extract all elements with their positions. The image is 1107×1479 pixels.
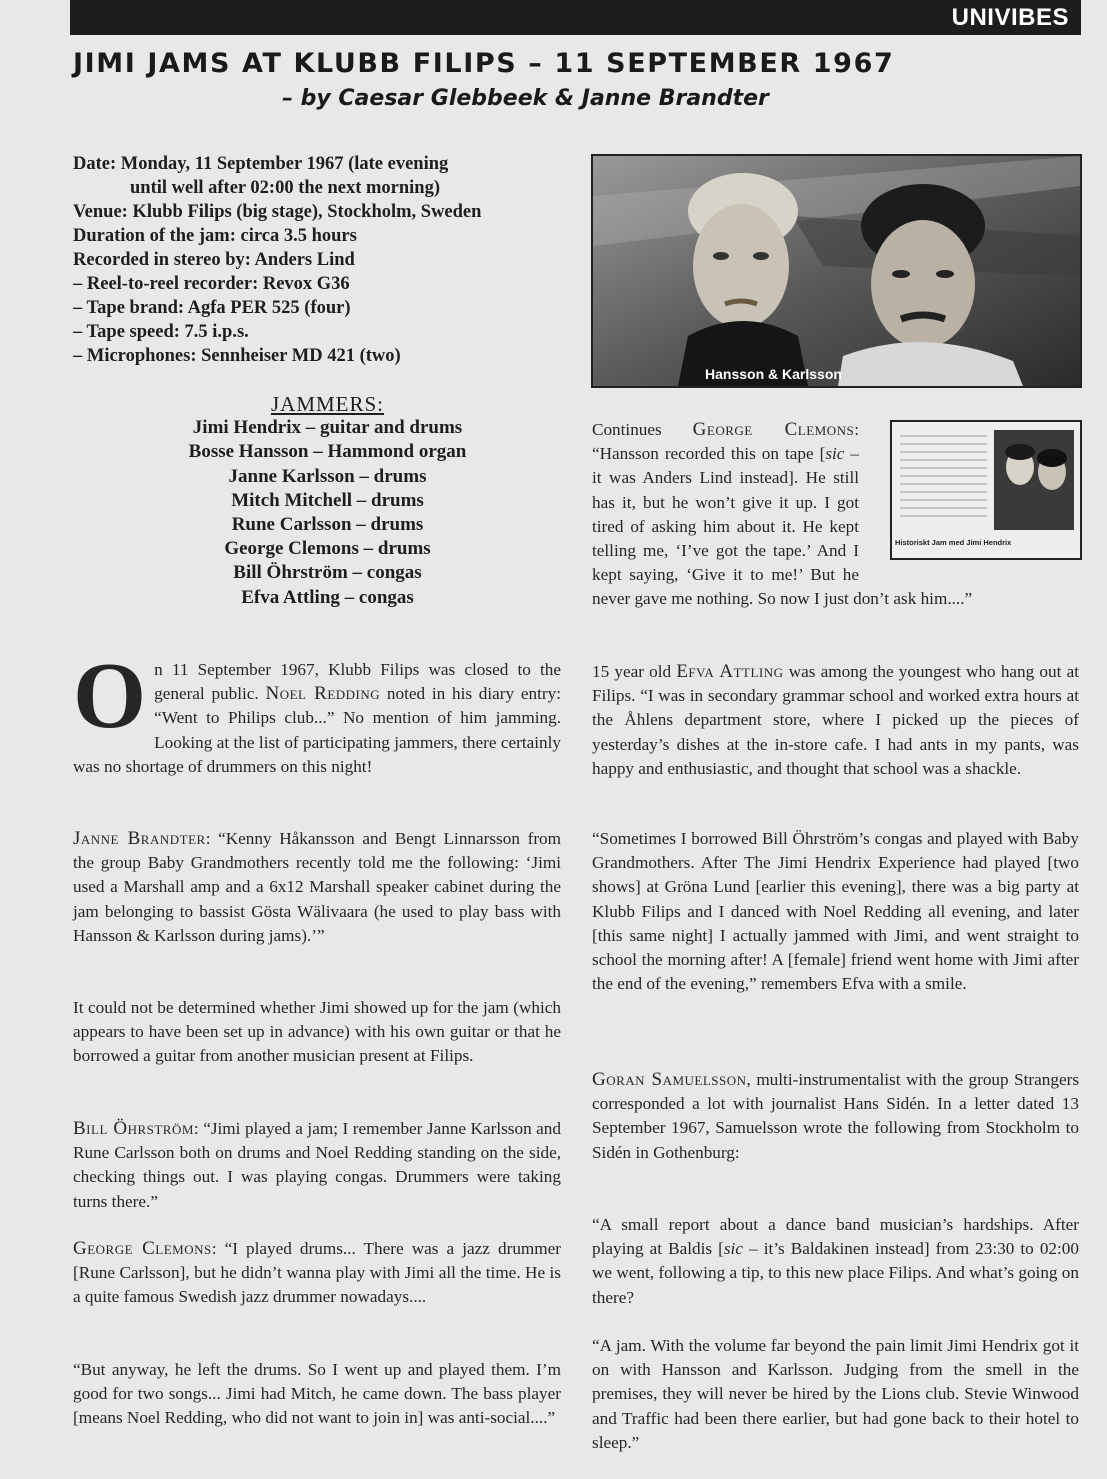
fact-line: – Tape brand: Agfa PER 525 (four) [73, 298, 351, 318]
name-janne-brandter: Janne Brandter [73, 828, 206, 849]
fact-line: – Tape speed: 7.5 i.p.s. [73, 322, 249, 342]
fact-line: until well after 02:00 the next morning) [130, 178, 441, 198]
paragraph-continues: Continues George Clemons: “Hansson recorded this on tape [sic – it was Anders Lind instead]. He still has it, but he won’t give it up. I got tired of asking him about it. He kept telling me, ‘I’ve got the tape.’ And I kept saying, ‘Give it to me!’ But he never gave me nothing. So now I just don’t ask him....” [592, 418, 1079, 612]
jammers-heading: JAMMERS: [270, 392, 385, 416]
header-bar [70, 0, 1081, 35]
article-title: JIMI JAMS AT KLUBB FILIPS – 11 SEPTEMBER 1967 [73, 48, 895, 79]
hansson-karlsson-photo [591, 154, 1082, 388]
jammers-list [110, 392, 545, 610]
name-george-clemons: George Clemons [73, 1238, 212, 1259]
fact-line: Venue: Klubb Filips (big stage), Stockholm, Sweden [73, 202, 482, 222]
paragraph-bill-ohrstrom: Bill Öhrström: “Jimi played a jam; I remember Janne Karlsson and Rune Carlsson both on drums and Noel Redding standing on the side, checking things out. I was playing congas. Drummers were taking turns there.” [73, 1118, 561, 1211]
paragraph-janne-brandter: Janne Brandter: “Kenny Håkansson and Bengt Linnarsson from the group Baby Grandmothers recently told me the following: ‘Jimi used a Marshall amp and a 6x12 Marshall speaker cabinet during the jam belonging to bassist Gösta Wälivaara (he used to play bass with Hansson & Karlsson during jams).’” [73, 828, 561, 945]
paragraph-a-jam: “A jam. With the volume far beyond the pain limit Jimi Hendrix got it on with Hansson and Karlsson. Judging from the smell in the premises, they will never be hired by the Lions club. Stevie Winwood and Traffic had been there earlier, but had gone back to their hotel to sleep.” [592, 1336, 1079, 1452]
photo-illustration [593, 156, 1080, 386]
clipping-float-spacer [859, 418, 1079, 576]
paragraph-intro: On 11 September 1967, Klubb Filips was closed to the general public. Noel Redding noted in his diary entry: “Went to Philips club...” No mention of him jamming. Looking at the list of participating jammers, there certainly was no shortage of drummers on this night! [73, 644, 561, 776]
clipping-caption: Historiskt Jam med Jimi Hendrix [895, 538, 1012, 547]
paragraph-small-report: “A small report about a dance band musician’s hardships. After playing at Baldis [sic – it’s Baldakinen instead] from 23:30 to 02:00 we went, following a tip, to this new place Filips. And what’s going on there? [592, 1215, 1079, 1307]
magazine-brand: UNIVIBES [951, 4, 1069, 31]
paragraph-efva-attling: 15 year old Efva Attling was among the youngest who hang out at Filips. “I was in secondary grammar school and worked extra hours at the Åhlens department store, where I picked up the pieces of yesterday’s dishes at the in-store cafe. I had ants in my pants, was happy and enthusiastic, and thought that school was a shackle. [592, 661, 1079, 778]
jammer-item: Mitch Mitchell – drums [231, 489, 424, 511]
jam-facts [73, 152, 553, 368]
photo-caption: Hansson & Karlsson [705, 366, 842, 382]
drop-cap: O [73, 644, 147, 748]
jammer-item: Bosse Hansson – Hammond organ [188, 441, 467, 463]
fact-line: – Reel-to-reel recorder: Revox G36 [73, 274, 350, 294]
name-george-clemons: George Clemons [692, 419, 855, 440]
paragraph-anyway: “But anyway, he left the drums. So I went up and played them. I’m good for two songs... Jimi had Mitch, he came down. The bass player [means Noel Redding, who did not want to join in] was anti-social....” [73, 1360, 561, 1428]
paragraph-george-clemons: George Clemons: “I played drums... There was a jazz drummer [Rune Carlsson], but he didn’t wanna play with Jimi all the time. He is a quite famous Swedish jazz drummer nowadays.... [73, 1238, 561, 1307]
fact-line: Recorded in stereo by: Anders Lind [73, 250, 355, 270]
jammer-item: Jimi Hendrix – guitar and drums [192, 417, 463, 439]
jammer-item: Rune Carlsson – drums [231, 514, 424, 536]
name-goran-samuelsson: Goran Samuelsson [592, 1069, 747, 1090]
jammer-item: Bill Öhrström – congas [233, 562, 422, 584]
fact-line: Date: Monday, 11 September 1967 (late evening [73, 154, 449, 174]
fact-line: Duration of the jam: circa 3.5 hours [73, 226, 357, 246]
fact-line: – Microphones: Sennheiser MD 421 (two) [73, 346, 401, 366]
jammer-item: Efva Attling – congas [241, 586, 414, 608]
paragraph-guitar: It could not be determined whether Jimi showed up for the jam (which appears to have been set up in advance) with his own guitar or that he borrowed a guitar from another musician present at Filips. [73, 998, 561, 1066]
name-noel-redding: Noel Redding [265, 683, 381, 705]
jammer-item: Janne Karlsson – drums [228, 465, 427, 487]
name-efva-attling: Efva Attling [676, 661, 784, 682]
paragraph-sometimes: “Sometimes I borrowed Bill Öhrström’s congas and played with Baby Grandmothers. After The Jimi Hendrix Experience had played [two shows] at Gröna Lund [earlier this evening], there was a big party at Klubb Filips and I danced with Noel Redding all evening, and later [this same night] I actually jammed with Jimi, and went straight to school the morning after! A [female] friend went home with Jimi after the end of the evening,” remembers Efva with a smile. [592, 829, 1079, 994]
paragraph-goran-samuelsson: Goran Samuelsson, multi-instrumentalist with the group Strangers corresponded a lot with journalist Hans Sidén. In a letter dated 13 September 1967, Samuelsson wrote the following from Stockholm to Sidén in Gothenburg: [592, 1069, 1080, 1162]
jammer-item: George Clemons – drums [224, 538, 431, 560]
article-byline: – by Caesar Glebbeek & Janne Brandter [282, 86, 769, 111]
name-bill-ohrstrom: Bill Öhrström [73, 1118, 194, 1139]
